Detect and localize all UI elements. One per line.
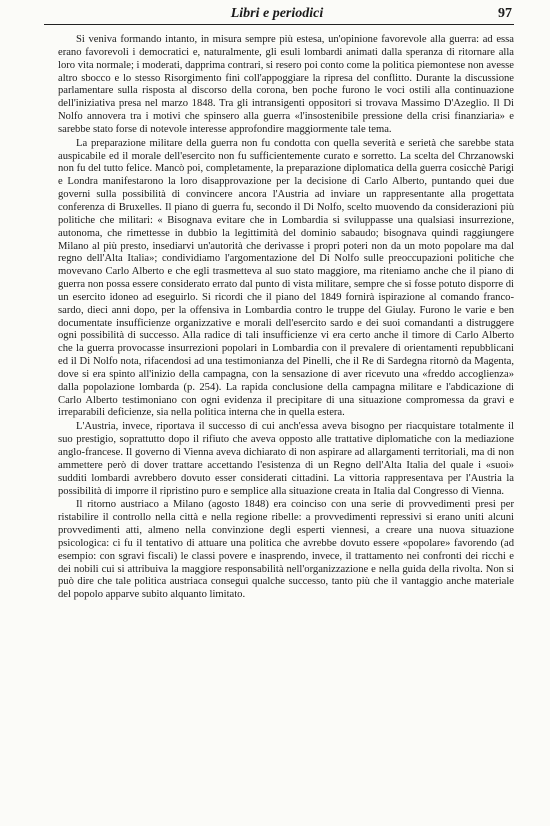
paragraph: Il ritorno austriaco a Milano (agosto 1848) era coinciso con una serie di provvedimenti presi per ristabilire il controllo nella città e nella regione ribelle: a provvedimenti repressivi si erano uniti alcuni provvedimenti atti, almeno nella convinzione degli esperti viennesi, a creare una nuova situazione psicologica: ci fu il tentativo di attuare una politica che avrebbe dovuto essere «popolare» favorendo (ad esempio: con sgravi fiscali) le classi povere e inasprendo, invece, il trattamento nei confronti dei ricchi e dei nobili cui si attribuiva la maggiore responsabilità nell'organizzazione e nella guida della rivolta. Non si può dire che tale politica austriaca conseguì qualche successo, tanto più che il vantaggio anche materiale del popolo apparve subito alquanto limitato. bbox=[58, 499, 514, 601]
paragraph: Si veniva formando intanto, in misura sempre più estesa, un'opinione favorevole alla guerra: ad essa erano favorevoli i democratici e, naturalmente, gli esuli lombardi animati dalla speranza di ritornare alla loro vita normale; i moderati, dapprima contrari, si resero poi conto come la politica piemontese non avesse altro sbocco e lo stesso Risorgimento finì coll'appoggiare la ripresa del conflitto. Durante la discussione parlamentare sulla risposta al discorso della corona, ben poche furono le voci ostili alla continuazione dell'iniziativa presa nel marzo 1848. Tra gli intransigenti oppositori si trovava Massimo D'Azeglio. Il Di Nolfo annovera tra i motivi che spinsero alla guerra «l'insostenibile pressione della crisi finanziaria» e sarebbe stato forse di notevole interesse approfondire maggiormente tale tema. bbox=[58, 34, 514, 135]
running-title: Libri e periodici bbox=[230, 6, 324, 21]
paragraph: La preparazione militare della guerra non fu condotta con quella severità e serietà che sarebbe stata auspicabile ed il morale dell'esercito non fu sufficientemente curato e sorretto. La scelta del Chrzanowski non fu del tutto felice. Mancò poi, completamente, la preparazione diplomatica della guerra cosicchè Parigi e Londra manifestarono la loro disapprovazione per la decisione di Carlo Alberto, puntando quei due governi sulla possibilità di convincere ancora l'Austria ad inviare un rappresentante alla progettata conferenza di Bruxelles. Il piano di guerra fu, secondo il Di Nolfo, scelto muovendo da considerazioni più politiche che militari: « Bisognava evitare che in Lombardia si sviluppasse una qualsiasi insurrezione, autonoma, che rimettesse in dubbio la legittimità del dominio sabaudo; bisognava quindi raggiungere Milano al più presto, insediarvi un'autorità che derivasse i propri poteri non da un moto popolare ma dal regno dell'Alta Italia»; condividiamo l'argomentazione del Di Nolfo sulle preoccupazioni politiche che movevano Carlo Alberto e che egli trasmetteva al suo stato maggiore, ma riteniamo anche che il piano di guerra non possa essere considerato errato dal punto di vista militare, sempre che si fosse potuto disporre di un esercito idoneo ad eseguirlo. Si ricordi che il piano del 1849 fornirà ispirazione al comando franco-sardo, dieci anni dopo, per la offensiva in Lombardia contro le truppe del Giulay. Furono le varie e ben documentate insufficienze organizzative e morali dell'esercito sardo e dei suoi comandanti a distruggere ogni possibilità di successo. Alla radice di tali insufficienze vi era certo anche il timore di Carlo Alberto che la guerra provocasse insurrezioni popolari in Lombardia con il prevalere di orientamenti repubblicani ed il Di Nolfo nota, rifacendosi ad una testimonianza del Pinelli, che il Re di Sardegna ritornò da Magenta, dove si era spinto all'inizio della campagna, con la sensazione di aver ricevuto una «freddo accoglienza» dalla popolazione lombarda (p. 254). La rapida conclusione della campagna militare e l'abdicazione di Carlo Alberto testimoniano con ogni evidenza il precipitare di una situazione compromessa da gravi e irreparabili deficienze, sia nella politica interna che in quella estera. bbox=[58, 137, 514, 419]
paragraph: L'Austria, invece, riportava il successo di cui anch'essa aveva bisogno per riacquistare totalmente il suo prestigio, soprattutto dopo il rifiuto che aveva opposto alle trattative diplomatiche con la mediazione anglo-francese. Il governo di Vienna aveva dichiarato di non aspirare ad allargamenti territoriali, ma di non ammettere però di dover trattare accettando l'esistenza di un Regno dell'Alta Italia del quale i «suoi» sudditi lombardi avrebbero dovuto esser considerati cittadini. La vittoria rappresentava per l'Austria la possibilità di imporre il ripristino puro e semplice alla situazione creata in Italia dal Congresso di Vienna. bbox=[58, 421, 514, 497]
running-header bbox=[42, 6, 512, 26]
page-number: 97 bbox=[498, 6, 512, 21]
body-text bbox=[58, 34, 514, 602]
header-rule bbox=[44, 24, 514, 25]
